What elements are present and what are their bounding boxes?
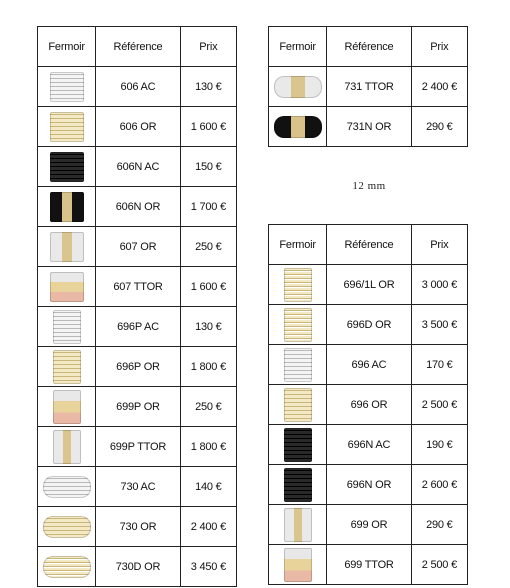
steel-gold-clasp-icon — [50, 232, 84, 262]
gold-diamond-clasp-icon — [284, 268, 312, 302]
clasp-image-cell — [269, 107, 327, 147]
steel-gold-clasp-icon — [53, 430, 81, 464]
table-row — [269, 305, 468, 345]
clasp-image-cell — [269, 545, 327, 585]
tricolor-clasp-icon — [284, 548, 312, 582]
reference-cell: 696P OR — [96, 347, 180, 387]
clasp-image-cell — [38, 187, 96, 227]
gold-clasp-icon — [284, 388, 312, 422]
header-prix: Prix — [180, 27, 236, 67]
clasp-image-cell — [38, 507, 96, 547]
steel-hook-clasp-icon — [274, 76, 322, 98]
gold-diamond-clasp-icon — [284, 308, 312, 342]
clasp-image-cell — [38, 267, 96, 307]
price-cell: 1 600 € — [180, 267, 236, 307]
price-cell: 1 700 € — [180, 187, 236, 227]
clasp-image-cell — [38, 387, 96, 427]
right-top-price-table — [268, 26, 468, 147]
clasp-image-cell — [269, 67, 327, 107]
header-fermoir: Fermoir — [269, 27, 327, 67]
table-row — [269, 67, 468, 107]
price-cell: 1 800 € — [180, 427, 236, 467]
price-cell: 1 800 € — [180, 347, 236, 387]
reference-cell: 606N AC — [96, 147, 180, 187]
steel-hook-clasp-icon — [43, 476, 91, 498]
reference-cell: 696/1L OR — [327, 265, 411, 305]
header-reference: Référence — [327, 225, 411, 265]
table-row — [269, 385, 468, 425]
reference-cell: 699 TTOR — [327, 545, 411, 585]
clasp-image-cell — [38, 307, 96, 347]
price-cell: 250 € — [180, 227, 236, 267]
price-cell: 250 € — [180, 387, 236, 427]
gold-clasp-icon — [50, 112, 84, 142]
reference-cell: 607 TTOR — [96, 267, 180, 307]
left-price-table — [37, 26, 237, 587]
reference-cell: 606 OR — [96, 107, 180, 147]
black-clasp-icon — [284, 428, 312, 462]
price-cell: 3 450 € — [180, 547, 236, 587]
header-fermoir: Fermoir — [38, 27, 96, 67]
steel-clasp-icon — [50, 72, 84, 102]
price-cell: 190 € — [411, 425, 467, 465]
reference-cell: 607 OR — [96, 227, 180, 267]
price-cell: 130 € — [180, 67, 236, 107]
table-row — [269, 107, 468, 147]
black-gold-clasp-icon — [50, 192, 84, 222]
price-cell: 2 400 € — [180, 507, 236, 547]
table-header-row — [269, 225, 468, 265]
gold-hook-clasp-icon — [43, 516, 91, 538]
table-row — [38, 67, 237, 107]
table-row — [269, 505, 468, 545]
clasp-image-cell — [269, 305, 327, 345]
table-row — [38, 307, 237, 347]
clasp-image-cell — [269, 385, 327, 425]
reference-cell: 699P OR — [96, 387, 180, 427]
header-prix: Prix — [411, 225, 467, 265]
price-cell: 2 500 € — [411, 545, 467, 585]
black-clasp-icon — [50, 152, 84, 182]
reference-cell: 606 AC — [96, 67, 180, 107]
table-row — [38, 507, 237, 547]
table-header-row — [269, 27, 468, 67]
gold-hook-clasp-icon — [43, 556, 91, 578]
clasp-image-cell — [269, 345, 327, 385]
clasp-image-cell — [38, 467, 96, 507]
reference-cell: 731N OR — [327, 107, 411, 147]
clasp-image-cell — [38, 347, 96, 387]
price-cell: 150 € — [180, 147, 236, 187]
reference-cell: 730D OR — [96, 547, 180, 587]
table-header-row — [38, 27, 237, 67]
clasp-image-cell — [38, 427, 96, 467]
header-fermoir: Fermoir — [269, 225, 327, 265]
clasp-image-cell — [269, 425, 327, 465]
steel-clasp-icon — [53, 310, 81, 344]
reference-cell: 730 AC — [96, 467, 180, 507]
clasp-image-cell — [269, 465, 327, 505]
reference-cell: 699 OR — [327, 505, 411, 545]
reference-cell: 696P AC — [96, 307, 180, 347]
table-row — [38, 467, 237, 507]
table-row — [38, 227, 237, 267]
table-row — [269, 465, 468, 505]
table-row — [38, 187, 237, 227]
section-size-label: 12 mm — [352, 180, 386, 192]
reference-cell: 696 AC — [327, 345, 411, 385]
price-cell: 3 500 € — [411, 305, 467, 345]
reference-cell: 699P TTOR — [96, 427, 180, 467]
reference-cell: 696D OR — [327, 305, 411, 345]
header-reference: Référence — [96, 27, 180, 67]
right-bottom-table-body — [269, 265, 468, 585]
price-cell: 2 600 € — [411, 465, 467, 505]
reference-cell: 696 OR — [327, 385, 411, 425]
table-row — [269, 545, 468, 585]
price-cell: 290 € — [411, 505, 467, 545]
table-row — [269, 345, 468, 385]
black-hook-clasp-icon — [274, 116, 322, 138]
header-prix: Prix — [411, 27, 467, 67]
clasp-image-cell — [38, 107, 96, 147]
right-top-table-body — [269, 67, 468, 147]
table-row — [38, 107, 237, 147]
tricolor-clasp-icon — [50, 272, 84, 302]
table-row — [38, 427, 237, 467]
clasp-image-cell — [269, 505, 327, 545]
table-row — [38, 347, 237, 387]
clasp-image-cell — [269, 265, 327, 305]
gold-clasp-icon — [53, 350, 81, 384]
clasp-image-cell — [38, 147, 96, 187]
price-cell: 140 € — [180, 467, 236, 507]
clasp-image-cell — [38, 227, 96, 267]
clasp-image-cell — [38, 547, 96, 587]
right-bottom-price-table — [268, 224, 468, 585]
reference-cell: 731 TTOR — [327, 67, 411, 107]
reference-cell: 696N OR — [327, 465, 411, 505]
table-row — [38, 267, 237, 307]
table-row — [38, 387, 237, 427]
table-row — [38, 147, 237, 187]
reference-cell: 730 OR — [96, 507, 180, 547]
price-cell: 2 500 € — [411, 385, 467, 425]
price-cell: 130 € — [180, 307, 236, 347]
tricolor-clasp-icon — [53, 390, 81, 424]
clasp-image-cell — [38, 67, 96, 107]
price-cell: 170 € — [411, 345, 467, 385]
table-row — [269, 425, 468, 465]
price-cell: 290 € — [411, 107, 467, 147]
price-cell: 1 600 € — [180, 107, 236, 147]
black-gold-clasp-icon — [284, 468, 312, 502]
price-cell: 2 400 € — [411, 67, 467, 107]
price-cell: 3 000 € — [411, 265, 467, 305]
header-reference: Référence — [327, 27, 411, 67]
left-table-body — [38, 67, 237, 587]
table-row — [269, 265, 468, 305]
table-row — [38, 547, 237, 587]
steel-gold-clasp-icon — [284, 508, 312, 542]
reference-cell: 696N AC — [327, 425, 411, 465]
reference-cell: 606N OR — [96, 187, 180, 227]
steel-clasp-icon — [284, 348, 312, 382]
